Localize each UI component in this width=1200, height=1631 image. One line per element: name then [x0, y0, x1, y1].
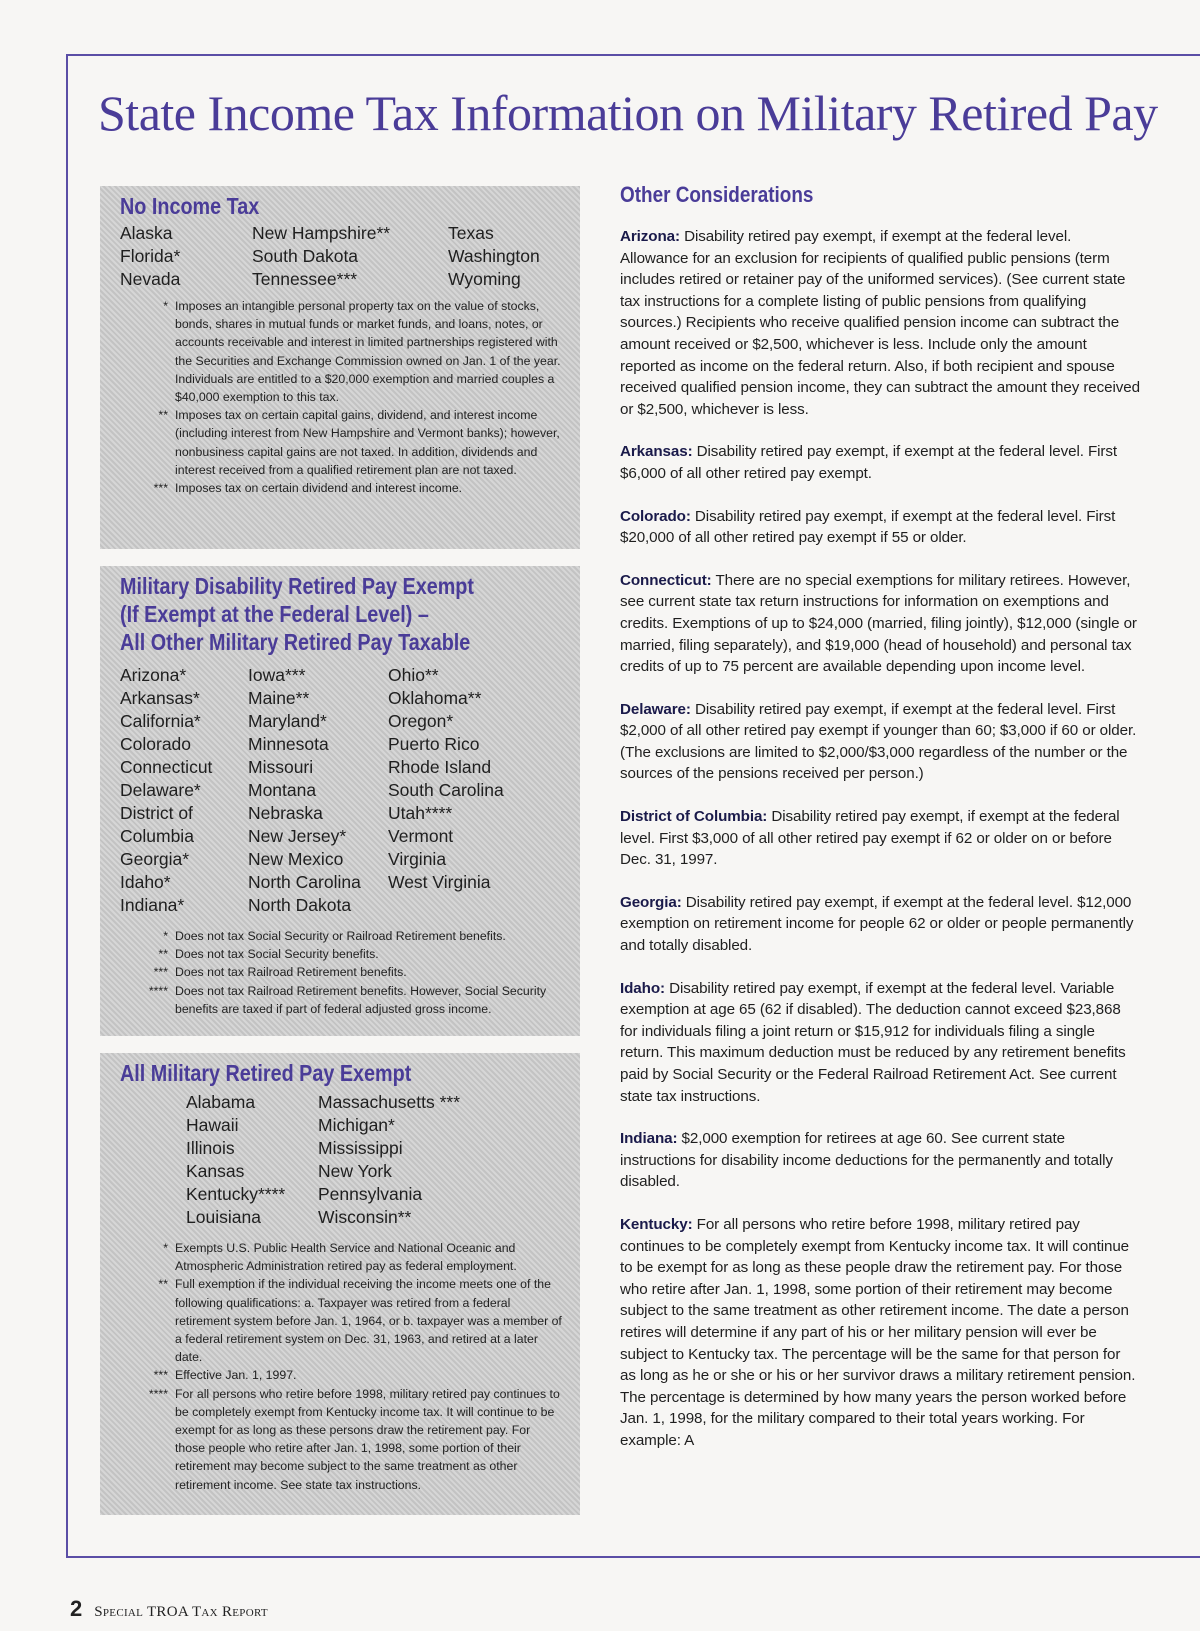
- state-name: Mississippi: [318, 1138, 403, 1158]
- state-name: Arkansas*: [120, 688, 200, 708]
- state-entry-idaho: [620, 978, 1140, 1108]
- page-number: 2: [70, 1596, 83, 1621]
- state-name: Vermont: [388, 826, 454, 846]
- footnote-text: Imposes tax on certain dividend and interest income.: [175, 481, 463, 496]
- state-name: Louisiana: [186, 1207, 261, 1227]
- other-considerations-heading: Other Considerations: [620, 182, 814, 207]
- state-name: Hawaii: [186, 1115, 239, 1135]
- state-name: California*: [120, 711, 201, 731]
- disability-exempt-heading-line: Military Disability Retired Pay Exempt: [120, 573, 474, 599]
- footnote-text: Does not tax Railroad Retirement benefits. However, Social Security benefits are taxed if part of federal adjusted gross income.: [175, 983, 547, 1016]
- state-name: Oklahoma**: [388, 688, 482, 708]
- no-income-tax-heading: No Income Tax: [120, 193, 260, 219]
- no-income-tax-state-list: [120, 222, 562, 291]
- state-entry-name: Arizona:: [620, 228, 680, 245]
- no-income-tax-panel: [100, 186, 580, 549]
- state-name: Florida*: [120, 246, 181, 266]
- state-entry-name: Arkansas:: [620, 443, 693, 461]
- footnote: [130, 1239, 562, 1275]
- state-name: Texas: [448, 223, 494, 243]
- state-entry-name: Georgia:: [620, 893, 682, 911]
- state-name: Alabama: [186, 1092, 256, 1112]
- page-title: State Income Tax Information on Military Retired Pay: [98, 85, 1158, 141]
- state-name: Minnesota: [248, 734, 329, 754]
- footnote-text: Imposes tax on certain capital gains, dividend, and interest income (including interest from New Hampshire and Vermont banks); however, nonbusiness capital gains are not taxed. In addition, dividends and interest received from a qualified retirement plan are not taxed.: [175, 408, 560, 477]
- state-entry-colorado: [620, 506, 1140, 549]
- footnote: [130, 927, 562, 945]
- state-entry-delaware: [620, 699, 1140, 785]
- footnote: [130, 406, 562, 479]
- state-name: Kansas: [186, 1161, 245, 1181]
- state-name: New York: [318, 1161, 392, 1181]
- state-entry-text: Disability retired pay exempt, if exempt at the federal level. First $6,000 of all other retired pay exempt.: [620, 443, 1117, 482]
- state-name: Missouri: [248, 757, 314, 777]
- state-entry-kentucky: [620, 1214, 1140, 1452]
- state-name: Nebraska: [248, 803, 323, 823]
- other-considerations-column: [620, 180, 1140, 1473]
- state-name: Kentucky****: [186, 1184, 286, 1204]
- state-name: Maine**: [248, 688, 310, 708]
- disability-exempt-footnotes: [120, 927, 562, 1018]
- footnote: [130, 297, 562, 406]
- state-name: Washington: [448, 246, 540, 266]
- all-exempt-heading: All Military Retired Pay Exempt: [120, 1060, 412, 1086]
- footnote-text: Does not tax Social Security or Railroad Retirement benefits.: [175, 929, 506, 943]
- state-entry-text: Disability retired pay exempt, if exempt at the federal level. First $3,000 of all other retired pay exempt if 62 or older on or before Dec. 31, 1997.: [620, 808, 1120, 869]
- footnote: [130, 1366, 562, 1384]
- state-entry-connecticut: [620, 570, 1140, 678]
- footnote: [130, 963, 562, 981]
- state-entry-arkansas: [620, 441, 1140, 484]
- state-name: Wyoming: [448, 269, 521, 289]
- footnote-marker: *: [163, 1241, 168, 1255]
- footnote-text: Does not tax Railroad Retirement benefits.: [175, 965, 407, 980]
- state-entry-text: Disability retired pay exempt, if exempt at the federal level. First $20,000 of all other retired pay exempt if 55 or older.: [620, 507, 1116, 547]
- state-name: Rhode Island: [388, 757, 492, 777]
- state-name: Ohio**: [388, 665, 439, 685]
- disability-exempt-panel: [100, 566, 580, 1036]
- state-entry-name: Delaware:: [620, 700, 691, 718]
- state-entry-name: Idaho:: [620, 979, 665, 997]
- state-name: Utah****: [388, 803, 453, 823]
- state-name: Puerto Rico: [388, 734, 480, 754]
- state-entry-georgia: [620, 892, 1140, 957]
- footnote-text: Imposes an intangible personal property tax on the value of stocks, bonds, shares in mutual funds or market funds, and loans, notes, or accounts receivable and interest in limited partnerships registered with the Securities and Exchange Commission owned on Jan. 1 of the year. Individuals are entitled to a $20,000 exemption and married couples a $40,000 exemption to this tax.: [175, 299, 561, 405]
- state-name: Virginia: [388, 849, 447, 869]
- footnote-text: Exempts U.S. Public Health Service and National Oceanic and Atmospheric Administration retired pay as federal employment.: [175, 1241, 517, 1274]
- footnote: [130, 945, 562, 963]
- disability-exempt-heading-line: All Other Military Retired Pay Taxable: [120, 629, 471, 655]
- footnote: [130, 1275, 562, 1366]
- footnote-marker: *: [163, 299, 168, 313]
- state-entry-text: Disability retired pay exempt, if exempt at the federal level. First $2,000 of all other retired pay exempt if younger than 60; $3,000 if 60 or older. (The exclusions are limited to $2,000/$3,000 regardless of the number or the sources of the pensions received per person.): [620, 700, 1137, 783]
- footnote-marker: ****: [148, 1386, 168, 1401]
- state-name: Georgia*: [120, 849, 190, 869]
- footnote-marker: **: [158, 947, 168, 962]
- state-entry-name: Colorado:: [620, 507, 691, 525]
- state-name: Montana: [248, 780, 317, 800]
- footnote-marker: **: [158, 408, 168, 423]
- footnote-marker: ****: [148, 983, 168, 998]
- state-name: Columbia: [120, 826, 194, 846]
- state-name: North Dakota: [248, 895, 352, 915]
- state-name: Iowa***: [248, 665, 306, 685]
- state-entry-name: Connecticut:: [620, 571, 712, 589]
- state-name: Oregon*: [388, 711, 454, 731]
- no-income-tax-footnotes: [120, 297, 562, 497]
- footnote-text: For all persons who retire before 1998, military retired pay continues to be completely exempt from Kentucky income tax. It will continue to be exempt for as long as these persons draw the retirement pay. For those people who retire after Jan. 1, 1998, some portion of their retirement may become subject to the same treatment as other retirement income. See state tax instructions.: [175, 1386, 560, 1492]
- state-entry-text: For all persons who retire before 1998, military retired pay continues to be completely exempt from Kentucky income tax. It will continue to be exempt for as long as these people draw the retirement pay. For those who retire after Jan. 1, 1998, some portion of their retirement may become subject to the same treatment as other retirement income. The date a person retires will determine if any part of his or her military pension will ever be subject to Kentucky tax. The percentage will be the same for that person for as long as he or she or his or her survivor draws a military retirement pension. The percentage is determined by how many years the person worked before Jan. 1, 1998, for the military compared to their total years working. For example: A: [620, 1215, 1136, 1449]
- state-name: Arizona*: [120, 665, 187, 685]
- state-name: Indiana*: [120, 895, 185, 915]
- footnote-marker: ***: [153, 481, 168, 496]
- state-name: Maryland*: [248, 711, 327, 731]
- footnote-marker: **: [158, 1277, 168, 1292]
- page-footer: [70, 1596, 268, 1622]
- state-entry-name: District of Columbia:: [620, 808, 768, 826]
- footnote: [130, 1385, 562, 1494]
- state-entry-arizona: [620, 226, 1140, 420]
- publication-name: Special TROA Tax Report: [94, 1604, 268, 1620]
- state-entry-name: Indiana:: [620, 1130, 678, 1148]
- footnote-marker: ***: [153, 965, 168, 980]
- state-entry-district-of-columbia: [620, 806, 1140, 871]
- state-name: Michigan*: [318, 1115, 395, 1135]
- state-name: Idaho*: [120, 872, 171, 892]
- footnote-text: Effective Jan. 1, 1997.: [175, 1368, 297, 1383]
- state-entry-text: Disability retired pay exempt, if exempt at the federal level. $12,000 exemption on retirement income for people 62 or older or people permanently and totally disabled.: [620, 893, 1134, 955]
- state-name: Pennsylvania: [318, 1184, 423, 1204]
- state-name: Alaska: [120, 223, 173, 243]
- state-name: North Carolina: [248, 872, 361, 892]
- state-entry-name: Kentucky:: [620, 1215, 693, 1233]
- footnote-marker: *: [163, 929, 168, 943]
- state-name: Nevada: [120, 269, 181, 289]
- state-name: South Dakota: [252, 246, 359, 266]
- footnote-text: Full exemption if the individual receiving the income meets one of the following qualifications: a. Taxpayer was retired from a federal retirement system before Jan. 1, 1964, or b. taxpayer was a member of a federal retirement system on Dec. 31, 1963, and retired at a later date.: [175, 1277, 562, 1365]
- state-name: Colorado: [120, 734, 192, 754]
- state-name: Tennessee***: [252, 269, 358, 289]
- state-name: South Carolina: [388, 780, 504, 800]
- state-name: New Jersey*: [248, 826, 347, 846]
- state-entry-indiana: [620, 1128, 1140, 1193]
- all-exempt-panel: [100, 1053, 580, 1515]
- disability-exempt-state-list: [120, 664, 562, 917]
- footnote-text: Does not tax Social Security benefits.: [175, 947, 379, 962]
- footnote-marker: ***: [153, 1368, 168, 1383]
- state-entry-text: Disability retired pay exempt, if exempt at the federal level. Variable exemption at age 65 (62 if disabled). The deduction cannot exceed $23,868 for individuals filing a joint return or $15,912 for individuals filing a single return. This maximum deduction must be reduced by any retirement benefits paid by Social Security or the Federal Railroad Retirement Act. See current state tax instructions.: [620, 979, 1126, 1105]
- disability-exempt-heading-line: (If Exempt at the Federal Level) –: [120, 601, 429, 627]
- state-name: Delaware*: [120, 780, 201, 800]
- state-name: Massachusetts ***: [318, 1092, 461, 1112]
- state-name: New Hampshire**: [252, 223, 391, 243]
- state-name: Wisconsin**: [318, 1207, 412, 1227]
- state-name: West Virginia: [388, 872, 491, 892]
- state-entry-text: $2,000 exemption for retirees at age 60. See current state instructions for disability income deductions for the permanently and totally disabled.: [620, 1130, 1113, 1191]
- state-name: Connecticut: [120, 757, 213, 777]
- state-name: District of: [120, 803, 193, 823]
- state-name: Illinois: [186, 1138, 235, 1158]
- all-exempt-state-list: [186, 1091, 562, 1229]
- footnote: [130, 982, 562, 1018]
- footnote: [130, 479, 562, 497]
- state-entry-text: There are no special exemptions for military retirees. However, see current state tax return instructions for information on exemptions and credits. Exemptions of up to $24,000 (married, filing jointly), $12,000 (single or married, filing separately), and $19,000 (head of household) and personal tax credits of up to 75 percent are available depending upon income level.: [620, 571, 1137, 676]
- state-name: New Mexico: [248, 849, 344, 869]
- all-exempt-footnotes: [120, 1239, 562, 1494]
- state-entry-text: Disability retired pay exempt, if exempt at the federal level. Allowance for an exclusion for recipients of qualified public pensions (term includes retired or retainer pay of the uniformed services). (See current state tax instructions for a complete listing of public pensions from qualifying sources.) Recipients who receive qualified pension income can subtract the amount received or $2,500, whichever is less. Include only the amount reported as income on the federal return. Also, if both recipient and spouse received qualified pension income, they can subtract the amount they received or $2,500, whichever is less.: [620, 228, 1140, 418]
